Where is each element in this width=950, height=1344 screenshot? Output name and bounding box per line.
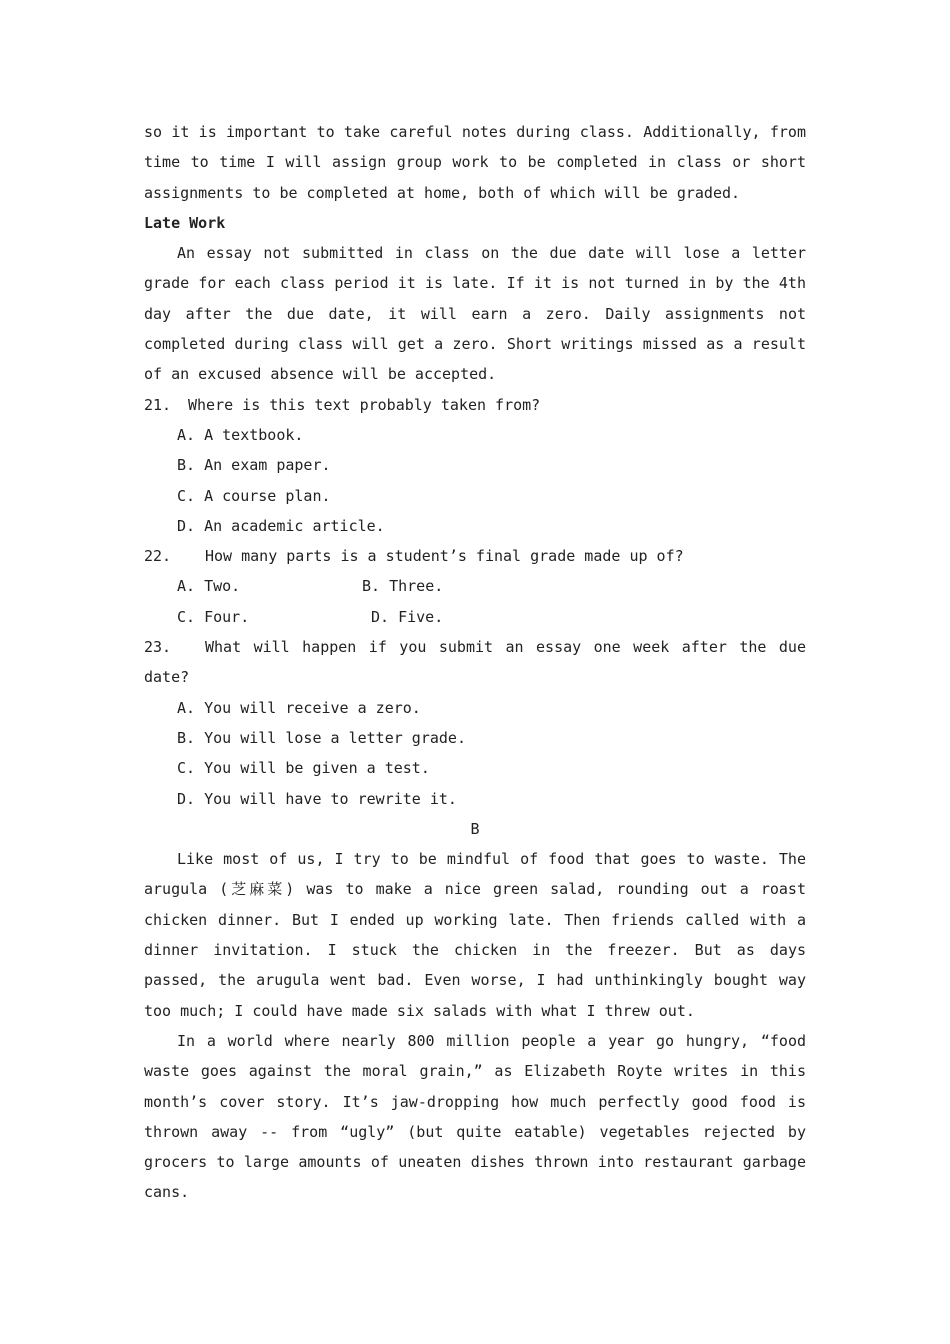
option-a: A. A textbook. — [177, 425, 304, 444]
question-stem — [144, 632, 806, 693]
document-page — [144, 117, 806, 1208]
section-b-paragraph-1: Like most of us, I try to be mindful of food that goes to waste. The arugula (芝麻菜) was to make a nice green salad, rounding out a roast chicken dinner. But I ended up working late. Then friends called with a dinner invitation. I stuck the chicken in the freezer. But as days passed, the arugula went bad. Even worse, I had unthinkingly bought way too much; I could have made six salads with what I threw out. — [144, 850, 806, 1020]
question-number: 22. — [144, 547, 172, 566]
option-row — [144, 602, 806, 632]
option-d: D. Five. — [371, 607, 444, 626]
question-text: What will happen if you submit an essay one week after the due date? — [144, 638, 806, 687]
question-text: Where is this text probably taken from? — [188, 395, 541, 414]
option-c: C. You will be given a test. — [177, 759, 430, 778]
option-d: D. An academic article. — [177, 516, 385, 535]
option-d: D. You will have to rewrite it. — [177, 789, 457, 808]
option-b: B. You will lose a letter grade. — [177, 728, 466, 747]
question-stem — [144, 541, 806, 571]
option-c: C. A course plan. — [177, 486, 331, 505]
late-work-heading: Late Work — [144, 213, 226, 232]
option-row — [144, 571, 806, 601]
question-23 — [144, 632, 806, 814]
section-b-letter: B — [470, 819, 480, 838]
intro-paragraph: so it is important to take careful notes during class. Additionally, from time to time I will assign group work to be completed in class or short assignments to be completed at home, both of which will be graded. — [144, 123, 806, 202]
question-21 — [144, 390, 806, 541]
option-b: B. Three. — [362, 577, 444, 596]
question-number: 21. — [144, 395, 172, 414]
option-b: B. An exam paper. — [177, 456, 331, 475]
option-a: A. Two. — [177, 577, 241, 596]
question-text: How many parts is a student’s final grade made up of? — [205, 547, 684, 566]
question-stem — [144, 390, 806, 420]
question-number: 23. — [144, 638, 172, 657]
option-a: A. You will receive a zero. — [177, 698, 421, 717]
option-c: C. Four. — [177, 607, 250, 626]
late-work-paragraph: An essay not submitted in class on the due date will lose a letter grade for each class period it is late. If it is not turned in by the 4th day after the due date, it will earn a zero. Daily assignments not completed during class will get a zero. Short writings missed as a result of an excused absence will be accepted. — [144, 244, 806, 384]
section-b-paragraph-2: In a world where nearly 800 million people a year go hungry, “food waste goes against the moral grain,” as Elizabeth Royte writes in this month’s cover story. It’s jaw-dropping how much perfectly good food is thrown away -- from “ugly” (but quite eatable) vegetables rejected by grocers to large amounts of uneaten dishes thrown into restaurant garbage cans. — [144, 1031, 806, 1202]
question-22 — [144, 541, 806, 632]
